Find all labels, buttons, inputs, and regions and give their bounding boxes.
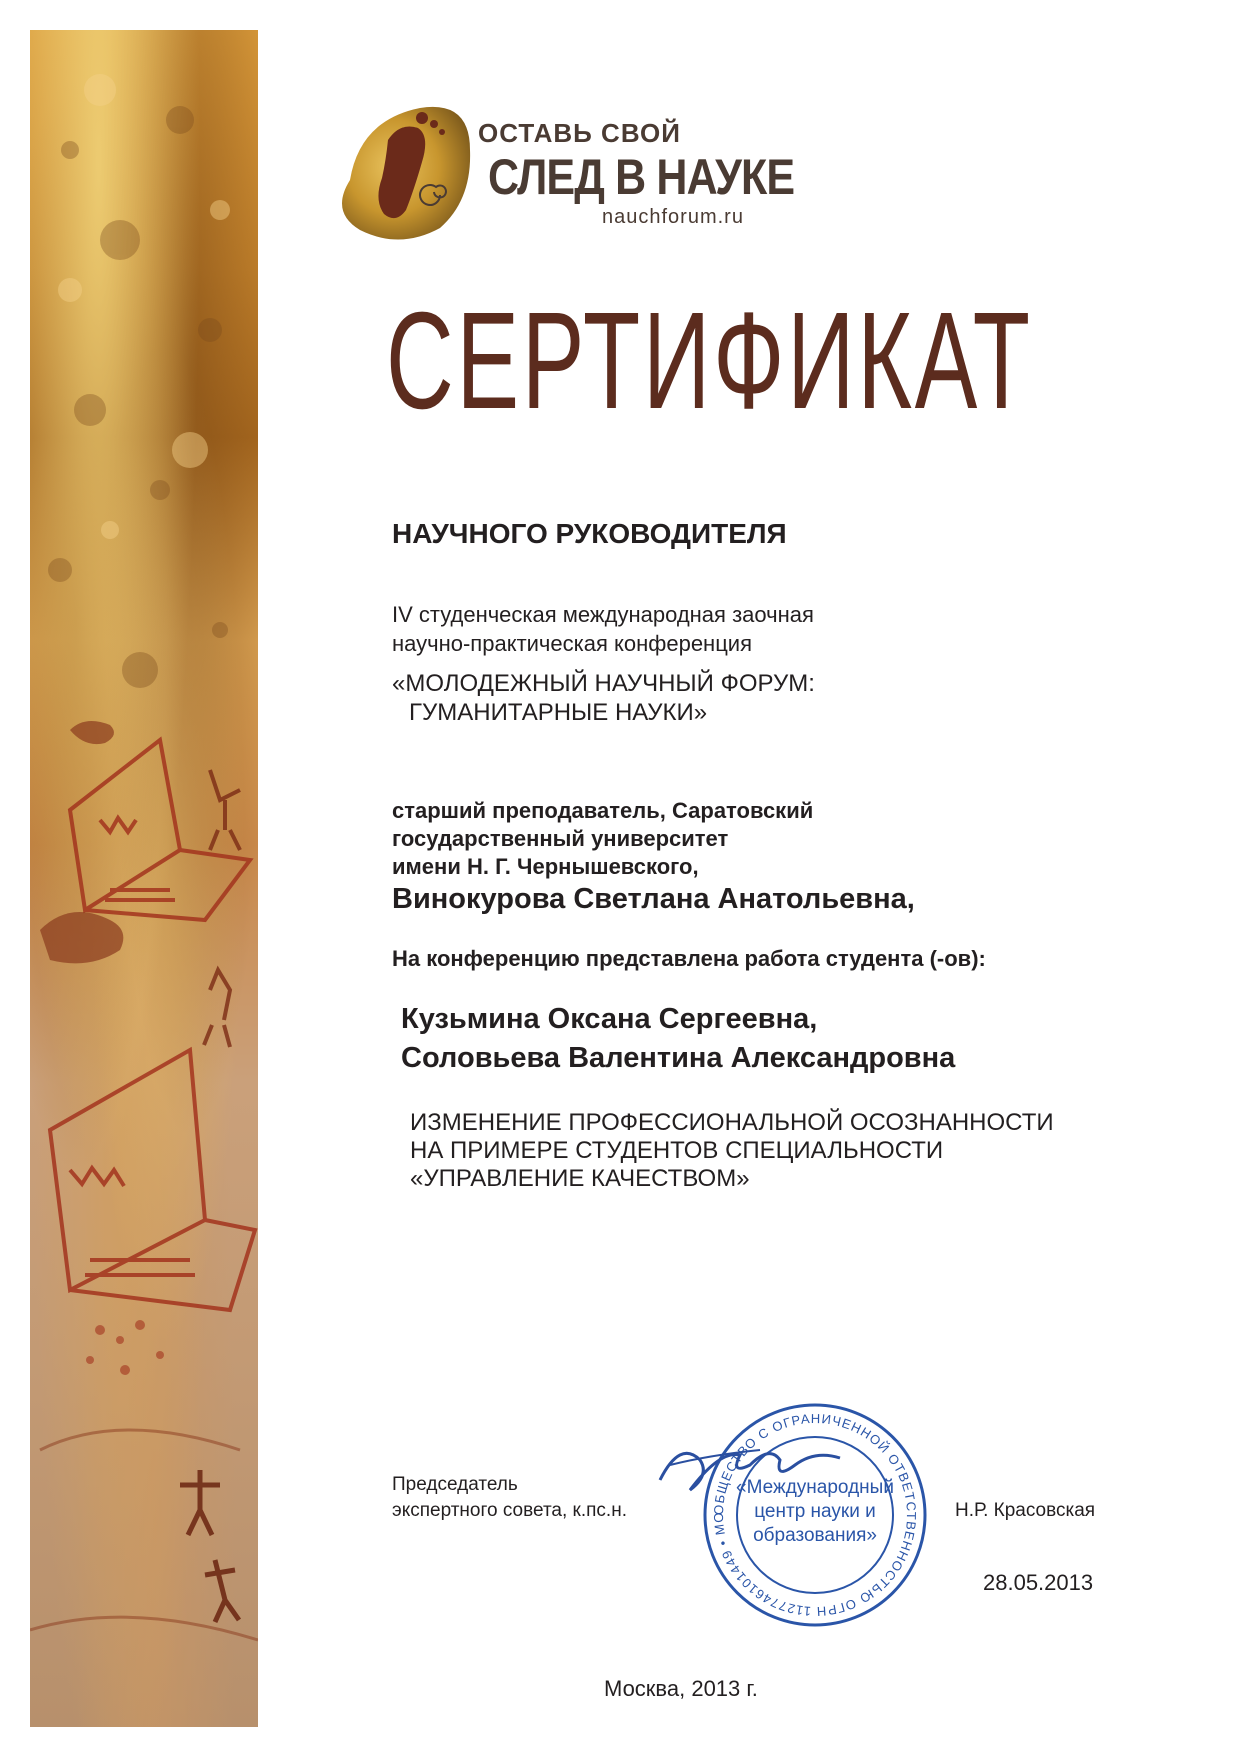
seal-center-text: «Международный центр науки и образования» bbox=[736, 1477, 894, 1546]
work-title-line-1: ИЗМЕНЕНИЕ ПРОФЕССИОНАЛЬНОЙ ОСОЗНАННОСТИ bbox=[410, 1109, 1054, 1136]
conference-name-line-1: «МОЛОДЕЖНЫЙ НАУЧНЫЙ ФОРУМ: bbox=[392, 670, 815, 697]
chairman-title-line-1: Председатель bbox=[392, 1474, 518, 1495]
certificate-title: СЕРТИФИКАТ bbox=[386, 284, 1033, 438]
footprint-stone-logo-icon bbox=[330, 100, 480, 250]
conference-name-line-2: ГУМАНИТАРНЫЕ НАУКИ» bbox=[409, 699, 708, 726]
supervisor-position-line-3: имени Н. Г. Чернышевского, bbox=[392, 854, 699, 879]
issue-place-year: Москва, 2013 г. bbox=[604, 1676, 758, 1701]
presented-work-label: На конференцию представлена работа студента (-ов): bbox=[392, 946, 986, 971]
laptop-drawing-2 bbox=[50, 1050, 255, 1310]
conference-description-line-1: IV студенческая международная заочная bbox=[392, 602, 814, 627]
student-name-2: Соловьева Валентина Александровна bbox=[401, 1042, 956, 1074]
student-name-1: Кузьмина Оксана Сергеевна, bbox=[401, 1003, 818, 1035]
work-title-line-3: «УПРАВЛЕНИЕ КАЧЕСТВОМ» bbox=[410, 1165, 750, 1192]
supervisor-position-line-2: государственный университет bbox=[392, 826, 729, 851]
seal-ring-text: ОБЩЕСТВО С ОГРАНИЧЕННОЙ ОТВЕТСТВЕННОСТЬЮ ОГРН 1127746101449 • МО bbox=[710, 1410, 920, 1620]
decorative-cave-art-strip bbox=[30, 30, 258, 1727]
logo-slogan-main: СЛЕД В НАУКЕ bbox=[488, 149, 795, 205]
chairman-title-line-2: экспертного совета, к.пс.н. bbox=[392, 1500, 627, 1521]
issue-date: 28.05.2013 bbox=[983, 1570, 1094, 1595]
logo-website: nauchforum.ru bbox=[602, 206, 744, 228]
conference-description-line-2: научно-практическая конференция bbox=[392, 631, 753, 656]
logo bbox=[330, 100, 795, 250]
certificate-subtitle: НАУЧНОГО РУКОВОДИТЕЛЯ bbox=[392, 518, 787, 549]
supervisor-name: Винокурова Светлана Анатольевна, bbox=[392, 883, 915, 915]
work-title-line-2: НА ПРИМЕРЕ СТУДЕНТОВ СПЕЦИАЛЬНОСТИ bbox=[410, 1137, 944, 1164]
logo-slogan-top: ОСТАВЬ СВОЙ bbox=[478, 118, 681, 148]
cave-art-drawings bbox=[30, 30, 258, 1727]
chairman-signature bbox=[650, 1420, 850, 1510]
chairman-name: Н.Р. Красовская bbox=[955, 1500, 1096, 1521]
supervisor-position-line-1: старший преподаватель, Саратовский bbox=[392, 798, 814, 823]
